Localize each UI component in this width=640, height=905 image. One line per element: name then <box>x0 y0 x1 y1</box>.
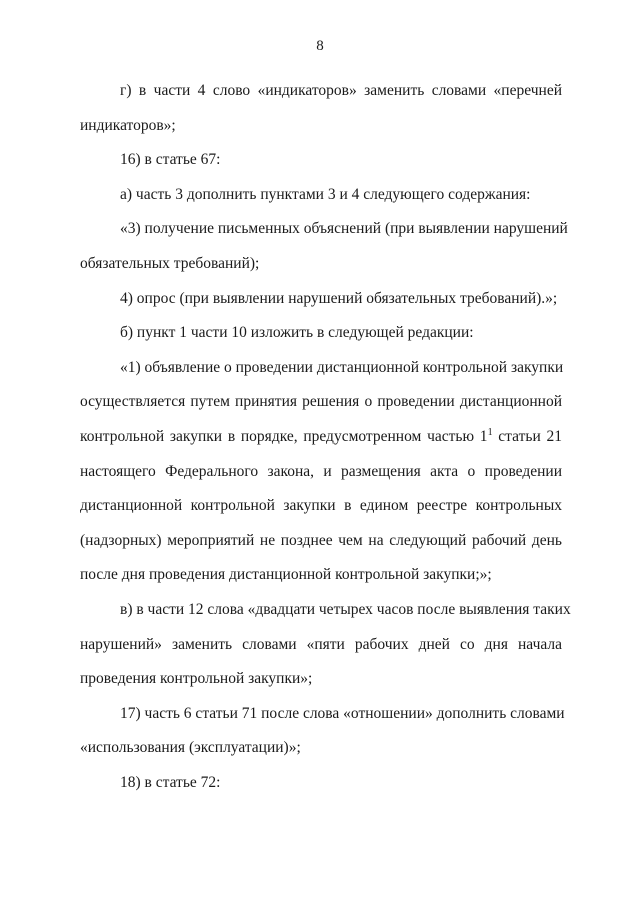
paragraph-item-18 <box>80 766 562 801</box>
paragraph-item-17 <box>80 697 565 766</box>
text-line: проведения контрольной закупки»; <box>80 670 313 688</box>
paragraph-item-b <box>80 316 562 351</box>
text-line: г) в части 4 слово «индикаторов» заменить словами «перечней <box>120 82 562 99</box>
paragraph-item-g <box>80 74 562 143</box>
text-line-with-superscript <box>80 420 562 455</box>
text-line: «1) объявление о проведении дистанционной контрольной закупки <box>120 358 564 376</box>
paragraph-item-1 <box>80 351 562 593</box>
text-line: (надзорных) мероприятий не позднее чем на следующий рабочий день <box>80 531 562 549</box>
text-line: нарушений» заменить словами «пяти рабочих дней со дня начала <box>80 635 562 653</box>
paragraph-item-4 <box>80 282 562 317</box>
text-line: дистанционной контрольной закупки в едином реестре контрольных <box>80 497 562 515</box>
paragraph-item-3 <box>80 212 568 281</box>
text-line: 16) в статье 67: <box>120 151 221 169</box>
text-line: в) в части 12 слова «двадцати четырех часов после выявления таких <box>120 600 571 618</box>
paragraph-item-v <box>80 593 571 697</box>
text-line: после дня проведения дистанционной контрольной закупки;»; <box>80 566 492 584</box>
paragraph-item-a <box>80 178 562 213</box>
text-segment: контрольной закупки в порядке, предусмотренном частью 1 <box>80 427 488 445</box>
text-line: 18) в статье 72: <box>120 773 221 791</box>
text-line: 17) часть 6 статьи 71 после слова «отношении» дополнить словами <box>120 704 565 722</box>
text-line: а) часть 3 дополнить пунктами 3 и 4 следующего содержания: <box>120 185 531 203</box>
text-line: обязательных требований); <box>80 254 260 272</box>
paragraph-item-16 <box>80 143 562 178</box>
document-body <box>80 74 571 800</box>
text-line: осуществляется путем принятия решения о проведении дистанционной <box>80 393 562 411</box>
superscript-index: 1 <box>487 426 493 438</box>
text-line: «использования (эксплуатации)»; <box>80 739 301 757</box>
text-line: 4) опрос (при выявлении нарушений обязательных требований).»; <box>120 289 558 307</box>
text-line: настоящего Федерального закона, и размещения акта о проведении <box>80 462 562 480</box>
page-number: 8 <box>316 38 324 54</box>
text-line: индикаторов»; <box>80 116 176 134</box>
text-line: б) пункт 1 части 10 изложить в следующей редакции: <box>120 324 474 342</box>
text-line: «3) получение письменных объяснений (при выявлении нарушений <box>120 220 568 238</box>
text-segment: статьи 21 <box>492 427 562 445</box>
